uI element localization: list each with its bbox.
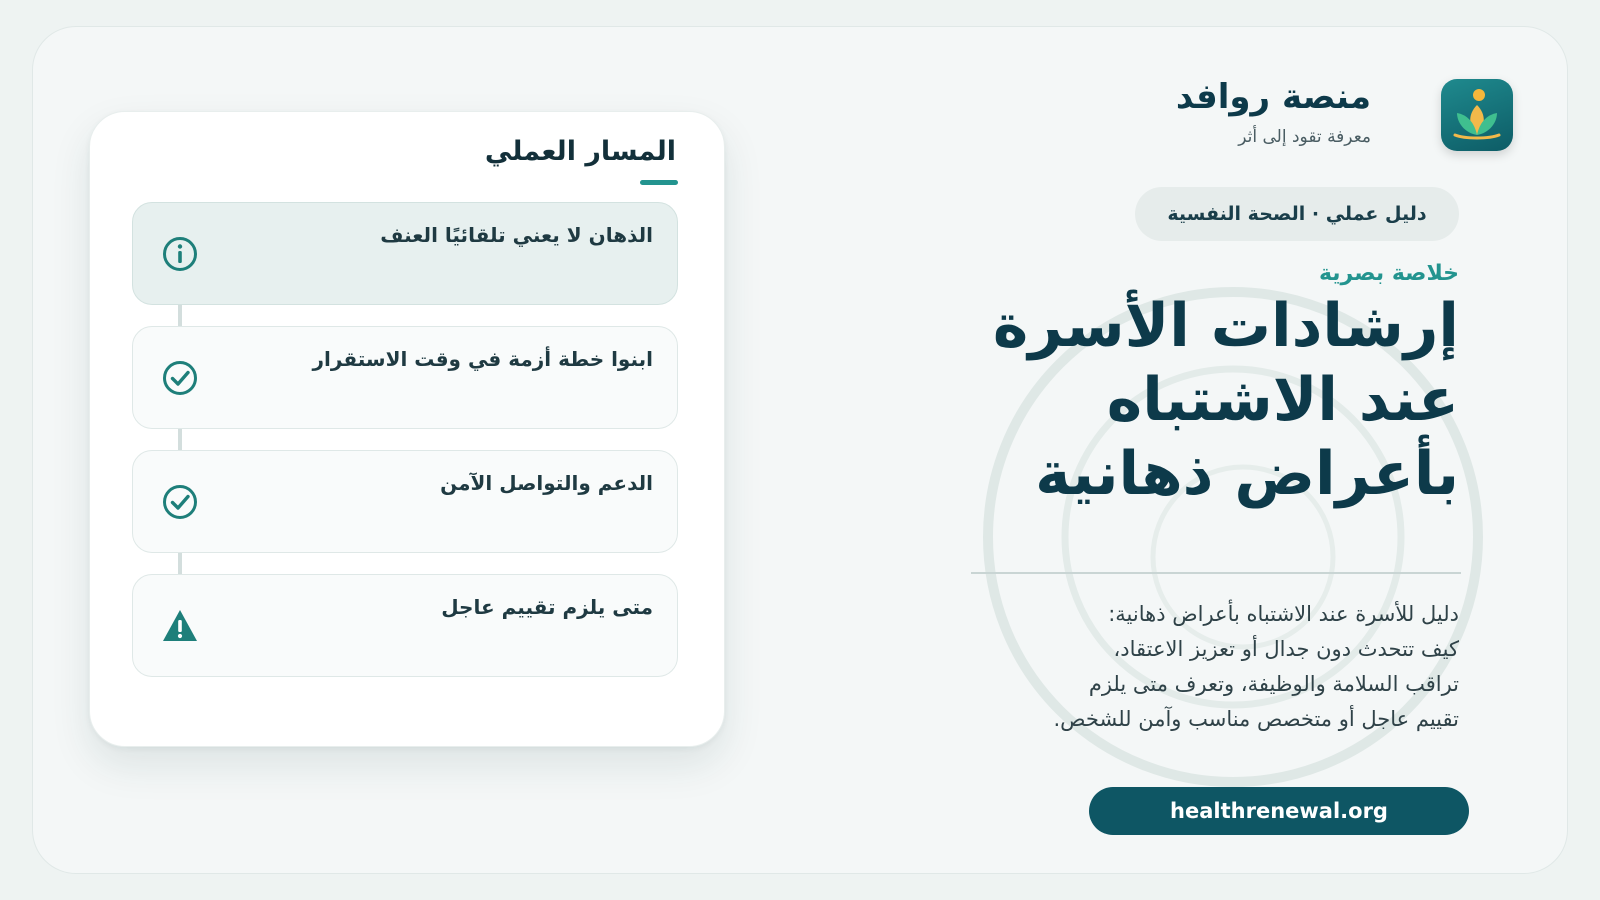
step-label: متى يلزم تقييم عاجل xyxy=(441,595,653,619)
practical-path-panel xyxy=(89,111,725,747)
brand-logo xyxy=(1441,79,1513,151)
description xyxy=(939,597,1459,737)
headline-line: بأعراض ذهانية xyxy=(1035,439,1459,509)
description-line: كيف تتحدث دون جدال أو تعزيز الاعتقاد، xyxy=(1113,637,1459,661)
warning-icon xyxy=(161,607,199,645)
headline-line: عند الاشتباه xyxy=(1106,365,1459,435)
divider xyxy=(971,572,1461,574)
step-label: ابنوا خطة أزمة في وقت الاستقرار xyxy=(312,347,653,371)
step-label: الدعم والتواصل الآمن xyxy=(440,471,653,495)
panel-title: المسار العملي xyxy=(484,136,676,167)
step-connector xyxy=(178,552,182,574)
headline xyxy=(859,289,1459,511)
step-label: الذهان لا يعني تلقائيًا العنف xyxy=(380,223,653,247)
description-line: تقييم عاجل أو متخصص مناسب وآمن للشخص. xyxy=(1053,707,1459,731)
check-circle-icon xyxy=(161,483,199,521)
step-connector xyxy=(178,428,182,450)
brand-name: منصة روافد xyxy=(1175,77,1371,117)
step-item-1[interactable] xyxy=(132,202,678,305)
check-circle-icon xyxy=(161,359,199,397)
description-line: دليل للأسرة عند الاشتباه بأعراض ذهانية: xyxy=(1108,602,1459,626)
info-icon xyxy=(161,235,199,273)
infographic-card xyxy=(32,26,1568,874)
headline-line: إرشادات الأسرة xyxy=(992,291,1459,361)
category-pill: دليل عملي · الصحة النفسية xyxy=(1135,187,1459,241)
panel-title-underline xyxy=(640,180,678,185)
eyebrow-label: خلاصة بصرية xyxy=(1318,261,1459,286)
step-connector xyxy=(178,304,182,326)
step-item-2[interactable] xyxy=(132,326,678,429)
description-line: تراقب السلامة والوظيفة، وتعرف متى يلزم xyxy=(1088,672,1459,696)
lotus-icon xyxy=(1441,79,1513,151)
brand-tagline: معرفة تقود إلى أثر xyxy=(1238,127,1371,147)
step-item-3[interactable] xyxy=(132,450,678,553)
website-link-button[interactable]: healthrenewal.org xyxy=(1089,787,1469,835)
step-item-4[interactable] xyxy=(132,574,678,677)
